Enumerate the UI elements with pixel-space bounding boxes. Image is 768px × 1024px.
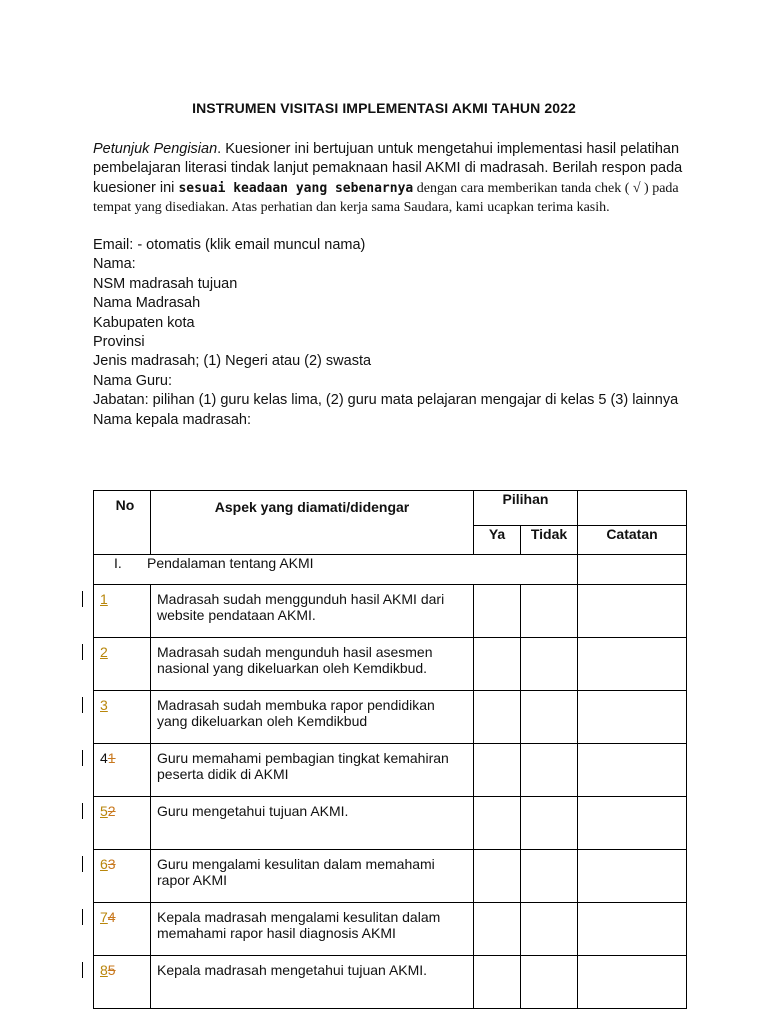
- row-notes-cell[interactable]: [578, 691, 687, 744]
- row-tidak-checkbox[interactable]: [521, 956, 578, 1009]
- instructions-text-1: . Kuesioner ini bertujuan untuk mengetahui implementasi hasil pelatihan pembelajaran literasi tindak lanjut pemaknaan hasil AKMI di madrasah. Berilah respon pada kuesioner ini: [93, 141, 683, 196]
- row-notes-cell[interactable]: [578, 797, 687, 850]
- field-jabatan: Jabatan: pilihan (1) guru kelas lima, (2) guru mata pelajaran mengajar di kelas 5 (3) lainnya: [93, 392, 679, 409]
- field-jenis-madrasah: Jenis madrasah; (1) Negeri atau (2) swasta: [93, 353, 372, 370]
- section-notes-cell[interactable]: [578, 555, 687, 585]
- header-choice: Pilihan: [474, 491, 578, 526]
- row-ya-checkbox[interactable]: [474, 744, 521, 797]
- row-aspect: Guru mengetahui tujuan AKMI.: [151, 797, 474, 850]
- row-number[interactable]: 7: [100, 909, 108, 925]
- header-blank: [578, 491, 687, 526]
- row-number-cell: [94, 797, 151, 850]
- instructions-label: Petunjuk Pengisian: [93, 141, 218, 157]
- row-tidak-checkbox[interactable]: [521, 744, 578, 797]
- row-ya-checkbox[interactable]: [474, 956, 521, 1009]
- header-ya: Ya: [474, 526, 521, 555]
- row-notes-cell[interactable]: [578, 638, 687, 691]
- row-number-cell: [94, 956, 151, 1009]
- table-row: [94, 850, 687, 903]
- section-number: I.: [114, 555, 122, 571]
- change-marker: [82, 697, 83, 713]
- row-tidak-checkbox[interactable]: [521, 903, 578, 956]
- row-tidak-checkbox[interactable]: [521, 585, 578, 638]
- row-number[interactable]: 1: [100, 591, 108, 607]
- field-email: Email: - otomatis (klik email muncul nama): [93, 237, 366, 253]
- field-kepala-madrasah: Nama kepala madrasah:: [93, 411, 251, 428]
- row-aspect: Kepala madrasah mengalami kesulitan dalam memahami rapor hasil diagnosis AKMI: [151, 903, 474, 956]
- row-old-number: 2: [107, 803, 116, 819]
- change-marker: [82, 803, 83, 819]
- change-marker: [82, 750, 83, 766]
- table-row: [94, 638, 687, 691]
- row-notes-cell[interactable]: [578, 903, 687, 956]
- row-number-cell: [94, 691, 151, 744]
- row-tidak-checkbox[interactable]: [521, 691, 578, 744]
- row-tidak-checkbox[interactable]: [521, 850, 578, 903]
- instructions-paragraph: [93, 140, 693, 218]
- observation-table: [93, 490, 687, 1009]
- section-label: Pendalaman tentang AKMI: [147, 555, 314, 571]
- table-row: [94, 691, 687, 744]
- row-old-number: 1: [107, 750, 116, 766]
- row-ya-checkbox[interactable]: [474, 585, 521, 638]
- change-marker: [82, 644, 83, 660]
- section-row: [94, 555, 578, 585]
- field-kabupaten: Kabupaten kota: [93, 314, 195, 331]
- row-number[interactable]: 6: [100, 856, 108, 872]
- row-old-number: 3: [107, 856, 116, 872]
- row-ya-checkbox[interactable]: [474, 850, 521, 903]
- row-notes-cell[interactable]: [578, 585, 687, 638]
- header-aspect: Aspek yang diamati/didengar: [151, 491, 474, 555]
- row-ya-checkbox[interactable]: [474, 903, 521, 956]
- row-aspect: Kepala madrasah mengetahui tujuan AKMI.: [151, 956, 474, 1009]
- row-number-cell: [94, 585, 151, 638]
- row-notes-cell[interactable]: [578, 744, 687, 797]
- header-notes: Catatan: [578, 526, 687, 555]
- change-marker: [82, 909, 83, 925]
- header-tidak: Tidak: [521, 526, 578, 555]
- field-nama-madrasah: Nama Madrasah: [93, 295, 201, 312]
- change-marker: [82, 591, 83, 607]
- document-title: INSTRUMEN VISITASI IMPLEMENTASI AKMI TAHUN 2022: [192, 100, 576, 116]
- instructions-text-2: dengan cara memberikan tanda chek ( √ ) pada tempat yang disediakan. Atas perhatian dan kerja sama Saudara, kami ucapkan terima kasih.: [93, 180, 679, 216]
- table-row: [94, 903, 687, 956]
- row-aspect: Madrasah sudah membuka rapor pendidikan yang dikeluarkan oleh Kemdikbud: [151, 691, 474, 744]
- row-number[interactable]: 5: [100, 803, 108, 819]
- field-nama: Nama:: [93, 256, 136, 273]
- row-aspect: Guru mengalami kesulitan dalam memahami rapor AKMI: [151, 850, 474, 903]
- table-row: [94, 585, 687, 638]
- row-aspect: Madrasah sudah menggunduh hasil AKMI dari website pendataan AKMI.: [151, 585, 474, 638]
- row-ya-checkbox[interactable]: [474, 638, 521, 691]
- row-aspect: Guru memahami pembagian tingkat kemahiran peserta didik di AKMI: [151, 744, 474, 797]
- change-marker: [82, 962, 83, 978]
- row-number[interactable]: 8: [100, 962, 108, 978]
- row-ya-checkbox[interactable]: [474, 691, 521, 744]
- row-aspect: Madrasah sudah mengunduh hasil asesmen nasional yang dikeluarkan oleh Kemdikbud.: [151, 638, 474, 691]
- row-notes-cell[interactable]: [578, 956, 687, 1009]
- table-row: [94, 744, 687, 797]
- row-notes-cell[interactable]: [578, 850, 687, 903]
- field-provinsi: Provinsi: [93, 334, 145, 351]
- row-number[interactable]: 4: [100, 750, 108, 766]
- instructions-emphasis: sesuai keadaan yang sebenarnya: [178, 180, 414, 196]
- field-nama-guru: Nama Guru:: [93, 372, 172, 389]
- change-marker: [82, 856, 83, 872]
- table-row: [94, 797, 687, 850]
- row-number-cell: [94, 744, 151, 797]
- row-number[interactable]: 2: [100, 644, 108, 660]
- row-number-cell: [94, 903, 151, 956]
- table-row: [94, 956, 687, 1009]
- row-old-number: 4: [107, 909, 116, 925]
- row-number[interactable]: 3: [100, 697, 108, 713]
- row-old-number: 5: [107, 962, 116, 978]
- row-number-cell: [94, 850, 151, 903]
- row-number-cell: [94, 638, 151, 691]
- respondent-fields: [93, 236, 693, 430]
- header-no: No: [94, 491, 151, 555]
- field-nsm: NSM madrasah tujuan: [93, 275, 238, 292]
- row-tidak-checkbox[interactable]: [521, 797, 578, 850]
- row-ya-checkbox[interactable]: [474, 797, 521, 850]
- row-tidak-checkbox[interactable]: [521, 638, 578, 691]
